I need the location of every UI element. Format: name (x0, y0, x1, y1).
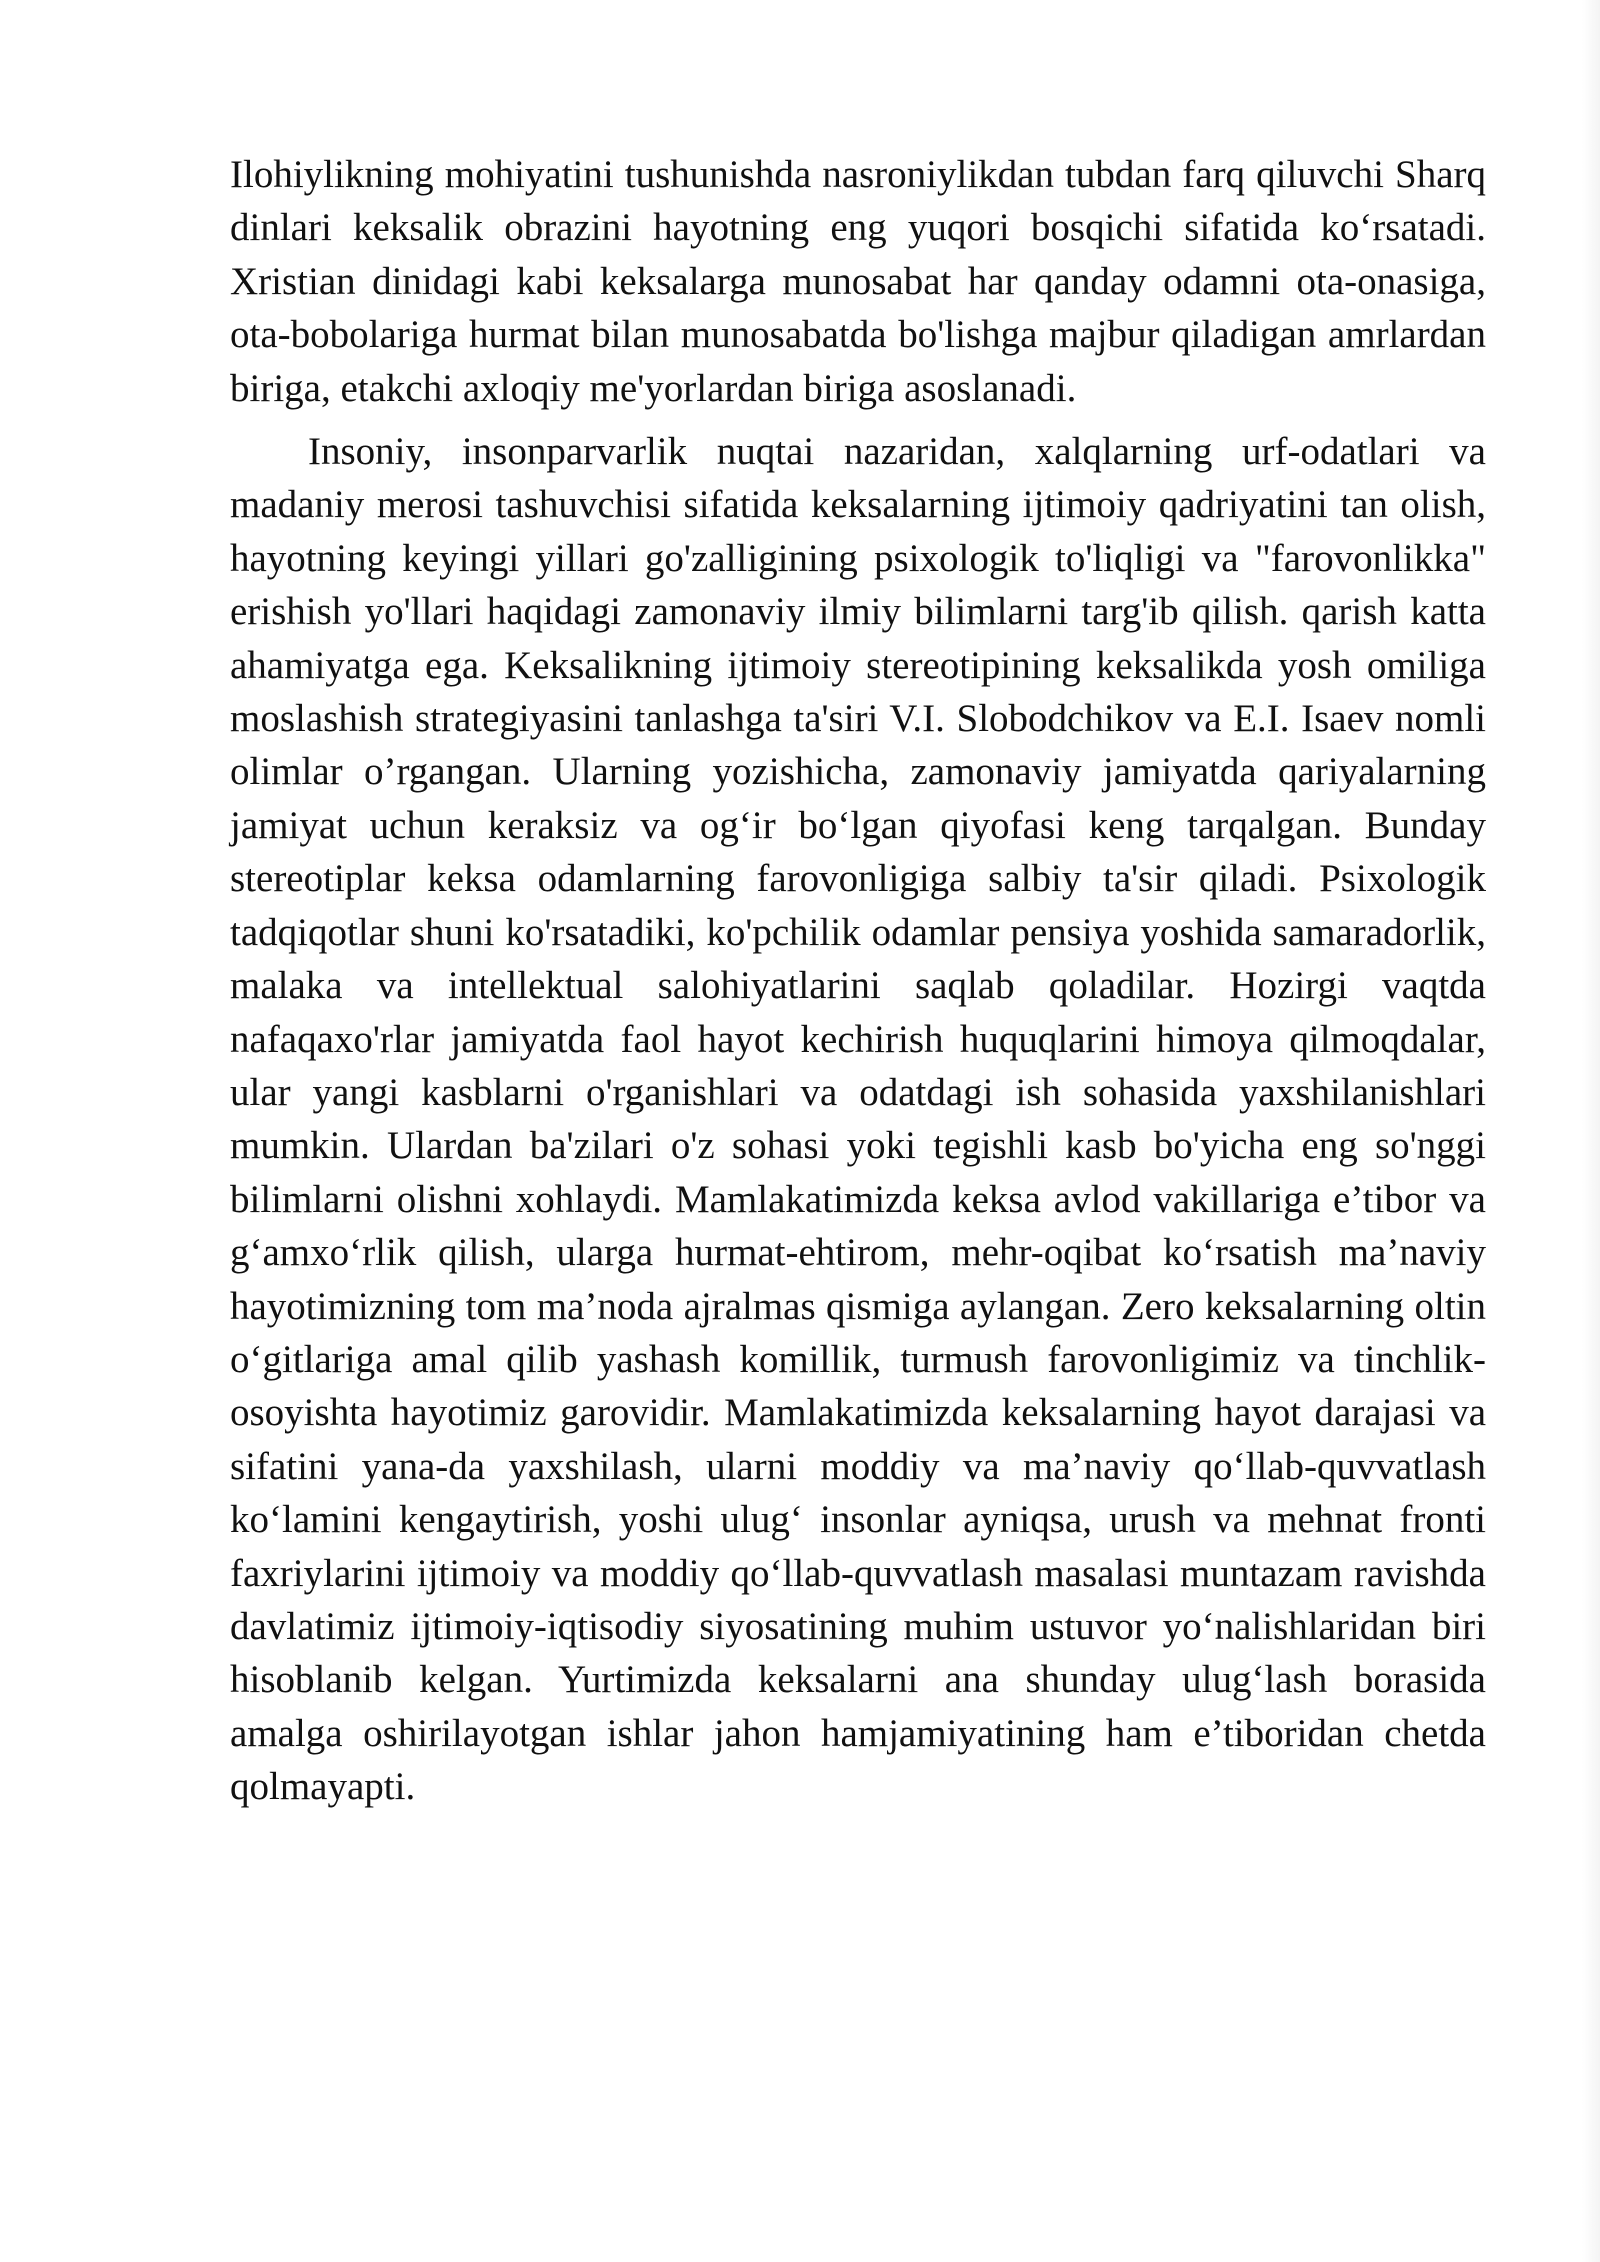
paragraph-1: Ilohiylikning mohiyatini tushunishda nasroniylikdan tubdan farq qiluvchi Sharq dinlari keksalik obrazini hayotning eng yuqori bosqichi sifatida ko‘rsatadi. Xristian dinidagi kabi keksalarga munosabat har qanday odamni ota-onasiga, ota-bobolariga hurmat bilan munosabatda bo'lishga majbur qiladigan amrlardan biriga, etakchi axloqiy me'yorlardan biriga asoslanadi. (230, 153, 1486, 410)
body-text (230, 148, 1486, 1814)
page-edge-shadow (1582, 0, 1600, 2262)
paragraph-2: Insoniy, insonparvarlik nuqtai nazaridan, xalqlarning urf-odatlari va madaniy merosi tashuvchisi sifatida keksalarning ijtimoiy qadriyatini tan olish, hayotning keyingi yillari go'zalligining psixologik to'liqligi va "farovonlikka" erishish yo'llari haqidagi zamonaviy ilmiy bilimlarni targ'ib qilish. qarish katta ahamiyatga ega. Keksalikning ijtimoiy stereotipining keksalikda yosh omiliga moslashish strategiyasini tanlashga ta'siri V.I. Slobodchikov va E.I. Isaev nomli olimlar o’rgangan. Ularning yozishicha, zamonaviy jamiyatda qariyalarning jamiyat uchun keraksiz va og‘ir bo‘lgan qiyofasi keng tarqalgan. Bunday stereotiplar keksa odamlarning farovonligiga salbiy ta'sir qiladi. Psixologik tadqiqotlar shuni ko'rsatadiki, ko'pchilik odamlar pensiya yoshida samaradorlik, malaka va intellektual salohiyatlarini saqlab qoladilar. Hozirgi vaqtda nafaqaxo'rlar jamiyatda faol hayot kechirish huquqlarini himoya qilmoqdalar, ular yangi kasblarni o'rganishlari va odatdagi ish sohasida yaxshilanishlari mumkin. Ulardan ba'zilari o'z sohasi yoki tegishli kasb bo'yicha eng so'nggi bilimlarni olishni xohlaydi. Mamlakatimizda keksa avlod vakillariga e’tibor va g‘amxo‘rlik qilish, ularga hurmat-ehtirom, mehr-oqibat ko‘rsatish ma’naviy hayotimizning tom ma’noda ajralmas qismiga aylangan. Zero keksalarning oltin o‘gitlariga amal qilib yashash komillik, turmush farovonligimiz va tinchlik-osoyishta hayotimiz garovidir. Mamlakatimizda keksalarning hayot darajasi va sifatini yana-da yaxshilash, ularni moddiy va ma’naviy qo‘llab-quvvatlash ko‘lamini kengaytirish, yoshi ulug‘ insonlar ayniqsa, urush va mehnat fronti faxriylarini ijtimoiy va moddiy qo‘llab-quvvatlash masalasi muntazam ravishda davlatimiz ijtimoiy-iqtisodiy siyosatining muhim ustuvor yo‘nalishlaridan biri hisoblanib kelgan. Yurtimizda keksalarni ana shunday ulug‘lash borasida amalga oshirilayotgan ishlar jahon hamjamiyatining ham e’tiboridan chetda qolmayapti. (230, 430, 1486, 1809)
